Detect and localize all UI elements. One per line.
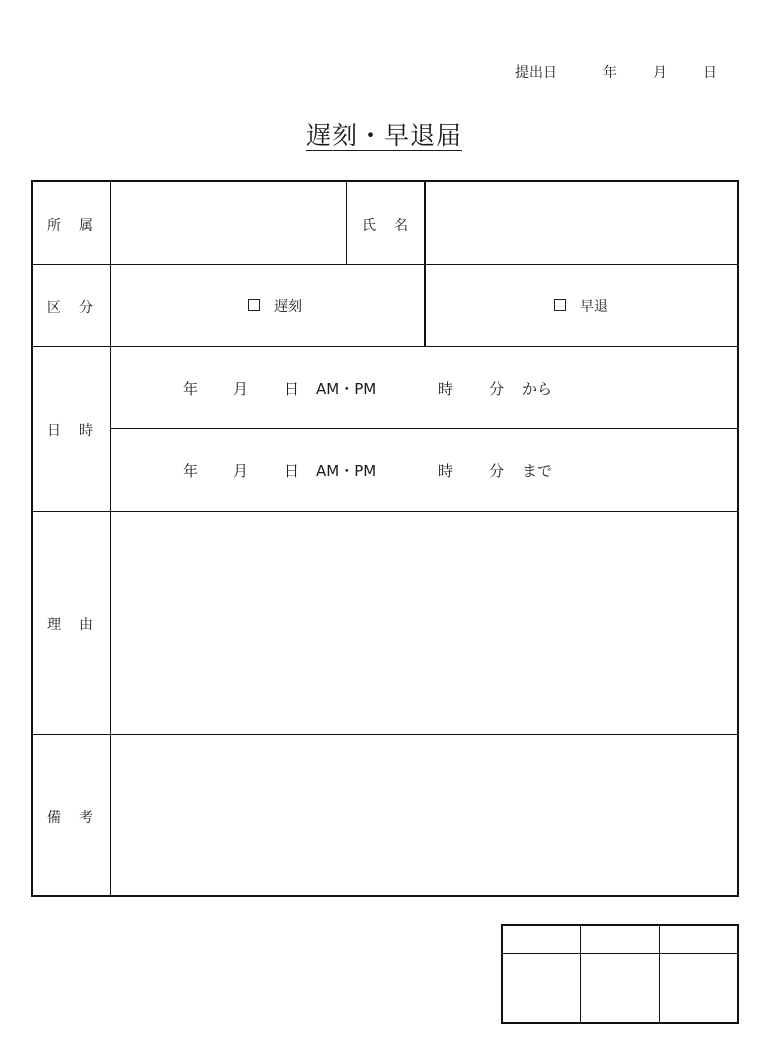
affiliation-field[interactable] <box>113 184 343 262</box>
approval-column-divider <box>580 926 581 1022</box>
document-title <box>0 116 768 152</box>
approval-stamp-cell[interactable] <box>505 956 577 1020</box>
to-ampm-label: AM・PM <box>316 462 377 480</box>
late-checkbox[interactable] <box>248 299 260 311</box>
early-checkbox[interactable] <box>554 299 566 311</box>
submit-year-label: 年 <box>603 65 617 81</box>
label-column-divider <box>110 182 111 895</box>
to-year-label: 年 <box>183 462 199 480</box>
submit-month-label: 月 <box>653 65 667 81</box>
row-divider <box>33 511 737 512</box>
datetime-label: 日 時 <box>47 423 93 439</box>
approval-stamp-cell[interactable] <box>663 956 735 1020</box>
to-minute-label: 分 <box>489 462 505 480</box>
from-minute-label: 分 <box>489 380 505 398</box>
late-option-label: 遅刻 <box>274 299 302 315</box>
row-divider <box>110 428 737 429</box>
form-table <box>31 180 739 897</box>
to-suffix-label: まで <box>522 462 553 480</box>
to-day-label: 日 <box>284 462 300 480</box>
from-year-label: 年 <box>183 380 199 398</box>
row-divider <box>33 346 737 347</box>
to-month-label: 月 <box>233 462 249 480</box>
approval-stamp-table <box>501 924 739 1024</box>
early-option-label: 早退 <box>580 299 608 315</box>
document-title-text: 遅刻・早退届 <box>305 121 462 150</box>
reason-label: 理 由 <box>47 617 93 633</box>
to-hour-label: 時 <box>438 462 454 480</box>
approval-header-divider <box>503 953 737 954</box>
submit-day-label: 日 <box>703 65 717 81</box>
remarks-field[interactable] <box>113 738 734 892</box>
affiliation-label: 所 属 <box>47 218 93 234</box>
row-divider <box>33 264 737 265</box>
reason-field[interactable] <box>113 515 734 731</box>
approval-stamp-cell[interactable] <box>584 956 656 1020</box>
name-field[interactable] <box>429 184 734 262</box>
approval-column-divider <box>659 926 660 1022</box>
from-suffix-label: から <box>522 380 553 398</box>
from-day-label: 日 <box>284 380 300 398</box>
name-label-divider <box>346 182 347 265</box>
from-ampm-label: AM・PM <box>316 380 377 398</box>
name-label: 氏 名 <box>362 218 408 234</box>
from-month-label: 月 <box>233 380 249 398</box>
center-divider <box>424 182 426 347</box>
from-hour-label: 時 <box>438 380 454 398</box>
remarks-label: 備 考 <box>47 810 93 826</box>
row-divider <box>33 734 737 735</box>
submit-date-label: 提出日 <box>515 65 557 81</box>
category-label: 区 分 <box>47 300 93 316</box>
